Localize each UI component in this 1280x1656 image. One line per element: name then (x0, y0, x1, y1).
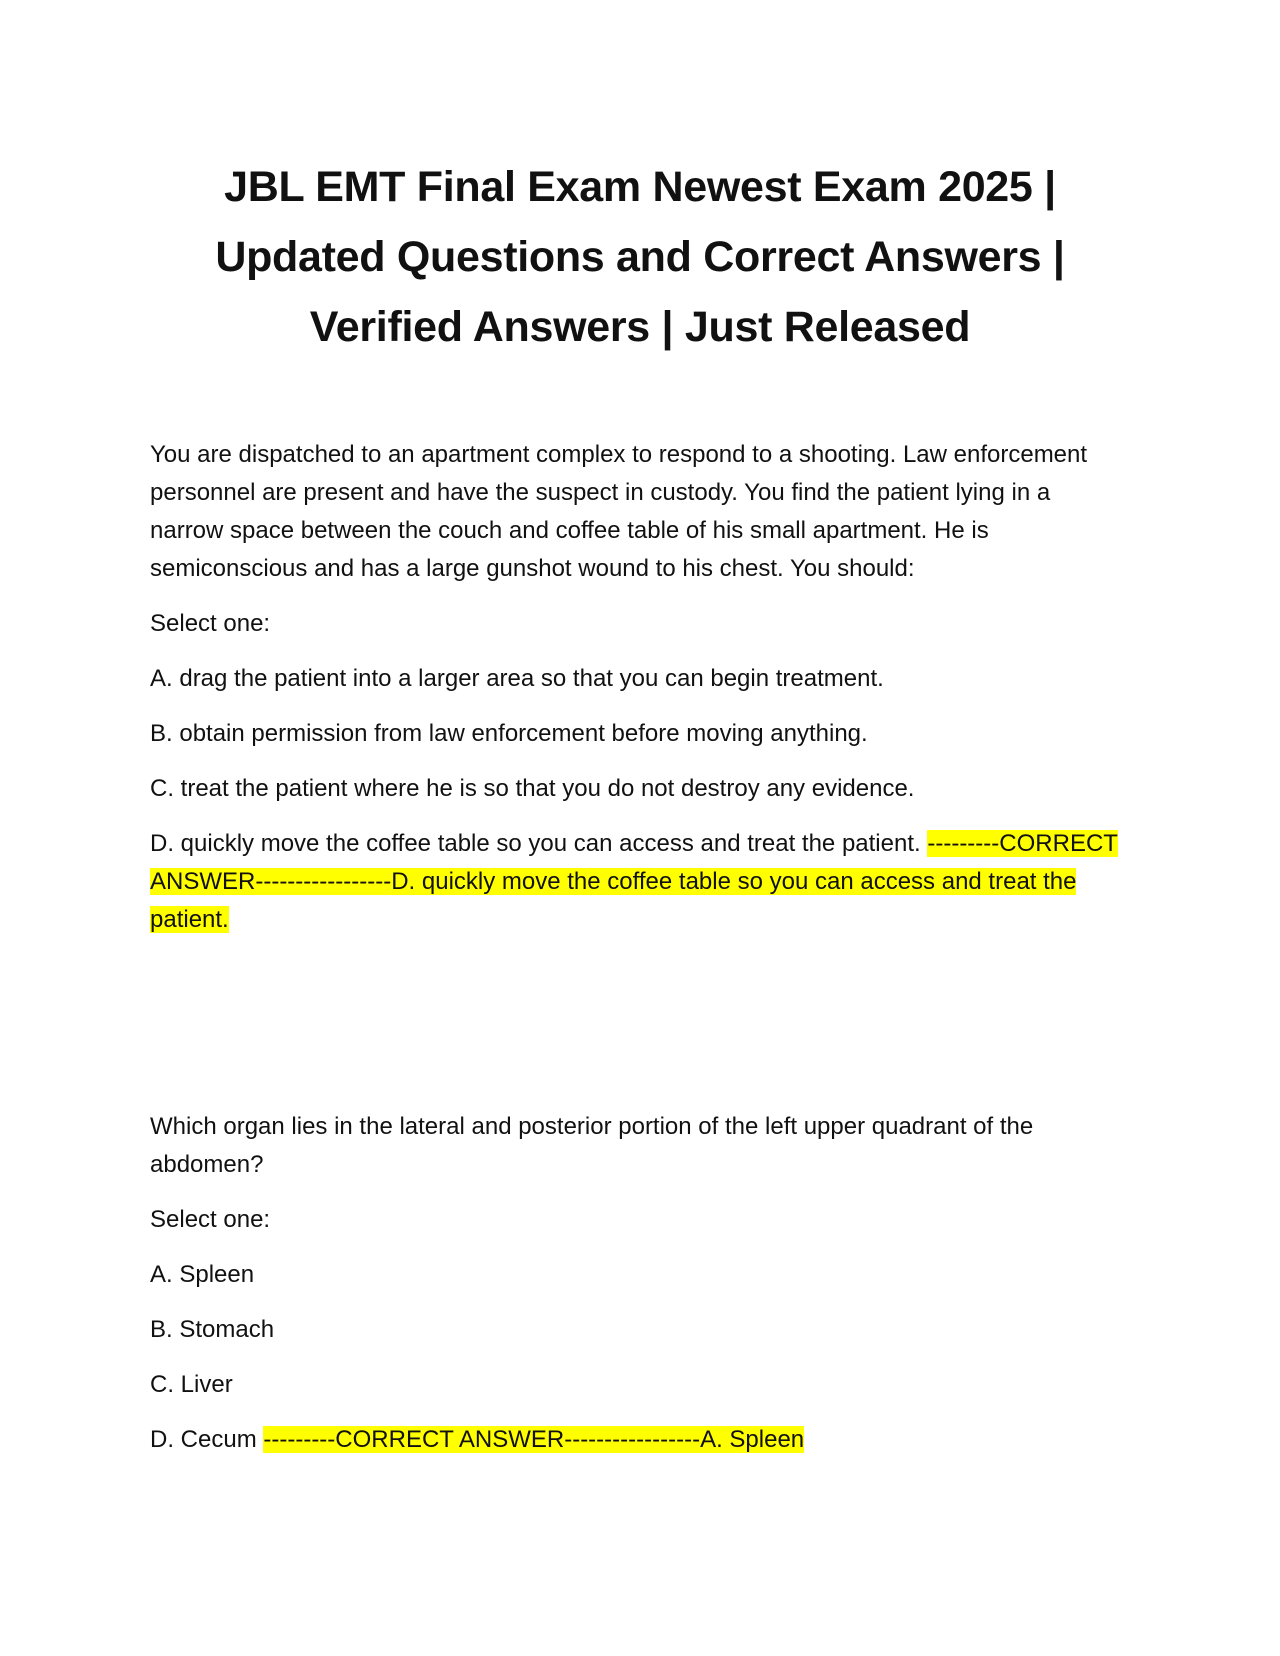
question-2-select-label: Select one: (150, 1206, 271, 1233)
question-1 (150, 436, 1130, 956)
question-1-option-d-line (150, 825, 1130, 939)
question-2-option-a: A. Spleen (150, 1261, 255, 1288)
title-line-2: Updated Questions and Correct Answers | (215, 233, 1065, 281)
title-line-3: Verified Answers | Just Released (309, 303, 971, 351)
question-2-option-d-line (150, 1421, 1130, 1459)
question-1-option-c: C. treat the patient where he is so that you do not destroy any evidence. (150, 775, 915, 802)
question-2-option-d: D. Cecum (150, 1426, 257, 1453)
question-1-correct-answer: ---------CORRECT ANSWER-----------------D. quickly move the coffee table so you can access and treat the patient. (150, 830, 1118, 933)
question-2-prompt: Which organ lies in the lateral and posterior portion of the left upper quadrant of the abdomen? (150, 1113, 1034, 1178)
question-2-option-c: C. Liver (150, 1371, 233, 1398)
question-1-option-a: A. drag the patient into a larger area so that you can begin treatment. (150, 665, 884, 692)
question-2 (150, 1108, 1130, 1476)
title-line-1: JBL EMT Final Exam Newest Exam 2025 | (224, 163, 1056, 211)
question-2-option-b: B. Stomach (150, 1316, 275, 1343)
question-1-option-d: D. quickly move the coffee table so you can access and treat the patient. (150, 830, 921, 857)
question-1-option-b: B. obtain permission from law enforcement before moving anything. (150, 720, 868, 747)
question-1-prompt: You are dispatched to an apartment complex to respond to a shooting. Law enforcement personnel are present and have the suspect in custody. You find the patient lying in a narrow space between the couch and coffee table of his small apartment. He is semiconscious and has a large gunshot wound to his chest. You should: (150, 441, 1088, 582)
document-title (120, 152, 1160, 362)
question-2-correct-answer: ---------CORRECT ANSWER-----------------A. Spleen (263, 1426, 805, 1453)
question-1-select-label: Select one: (150, 610, 271, 637)
